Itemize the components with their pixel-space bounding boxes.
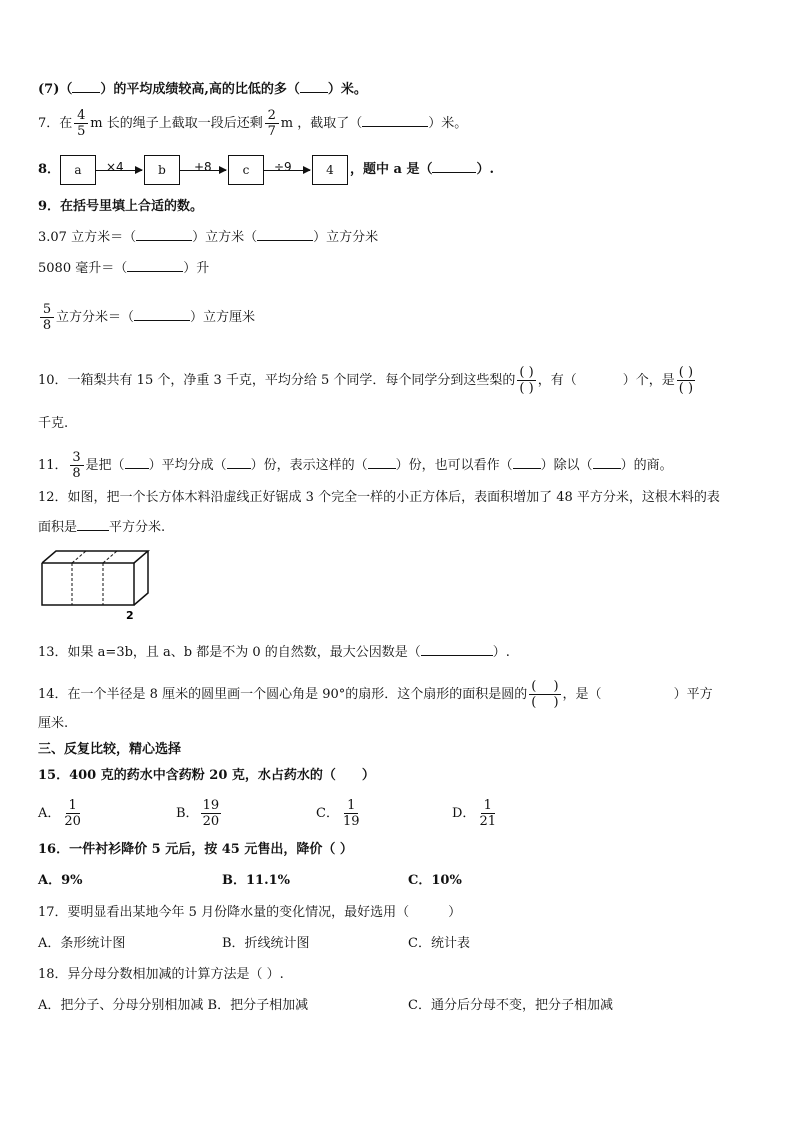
fraction-numerator: 5: [40, 302, 54, 318]
q7-text2: m ，截取了（: [280, 116, 363, 131]
cuboid-right-face: [134, 551, 148, 605]
fraction: [70, 450, 84, 481]
q11-text-c: ）份，表示这样的（: [250, 458, 368, 473]
q14-text: 14．在一个半径是 8 厘米的圆里画一个圆心角是 90°的扇形．这个扇形的面积是圆的: [38, 687, 528, 702]
empty-fraction[interactable]: [529, 679, 560, 710]
dimension-label: 2: [126, 609, 134, 622]
q7-prev-mid: ）的平均成绩较高,高的比低的多（: [100, 82, 300, 97]
cuboid-front-face: [42, 563, 134, 605]
q7-text1: m 长的绳子上截取一段后还剩: [90, 116, 263, 131]
option-label: A．: [38, 806, 61, 821]
q8-num: 8．: [38, 162, 61, 177]
fraction-numerator: 1: [66, 798, 80, 814]
q7-prev-prefix: (7)（: [38, 82, 73, 97]
fraction-numerator: 1: [481, 798, 495, 814]
q9-line2: [38, 259, 209, 279]
q8-tail-text: ，题中 a 是（: [350, 162, 433, 177]
q9-l1-text3: ）立方分米: [313, 230, 379, 245]
answer-blank[interactable]: [127, 259, 183, 272]
q9-l3-text: 立方分米＝（: [56, 310, 135, 325]
fraction: [62, 798, 83, 829]
q11-num: 11．: [38, 458, 68, 473]
q15-option-a[interactable]: [38, 798, 85, 829]
fraction-denominator: 21: [479, 814, 496, 829]
q16-stem: 16．一件衬衫降价 5 元后，按 45 元售出，降价（ ）: [38, 842, 353, 857]
empty-fraction[interactable]: [517, 365, 535, 396]
q10-text3: ）个，是: [622, 373, 675, 388]
q16-option-c[interactable]: C．10%: [408, 873, 462, 888]
fraction-denominator: 20: [64, 814, 81, 829]
q15-option-d[interactable]: [452, 798, 500, 829]
section-heading: 三、反复比较，精心选择: [38, 742, 182, 757]
flow-op-multiply: ×4: [106, 160, 124, 174]
option-label: D．: [452, 806, 476, 821]
q17-option-c[interactable]: C．统计表: [408, 936, 470, 951]
q12-line1: 12．如图，把一个长方体木料沿虚线正好锯成 3 个完全一样的小正方体后，表面积增加了 48 平方分米，这根木料的表: [38, 490, 720, 505]
q7-text3: ）米。: [428, 116, 468, 131]
q18-stem: 18．异分母分数相加减的计算方法是（ ）.: [38, 967, 284, 982]
flow-box-result: 4: [312, 155, 348, 185]
answer-blank[interactable]: [77, 518, 109, 531]
fraction-numerator: 1: [344, 798, 358, 814]
fraction-denominator: 8: [72, 466, 81, 481]
q16-option-b[interactable]: B．11.1%: [222, 873, 291, 888]
q11-text-d: ）份，也可以看作（: [395, 458, 513, 473]
q9-l1-text: 3.07 立方米＝（: [38, 230, 137, 245]
q13-text: 13．如果 a=3b，且 a、b 都是不为 0 的自然数，最大公因数是（: [38, 645, 421, 660]
q14-text2: ，是（: [562, 687, 602, 702]
fraction-numerator: ( ): [531, 679, 559, 694]
answer-blank[interactable]: [300, 80, 328, 93]
q7-num: 7．在: [38, 116, 73, 131]
fraction-numerator: ( ): [678, 365, 694, 380]
answer-blank[interactable]: [421, 643, 493, 656]
q8-tail: [350, 160, 494, 180]
answer-blank[interactable]: [593, 456, 621, 469]
q14-text3: ）平方: [673, 687, 713, 702]
q17-option-a[interactable]: A．条形统计图: [38, 936, 126, 951]
fraction: [74, 108, 88, 139]
fraction-numerator: ( ): [519, 365, 534, 380]
q9-l3-text2: ）立方厘米: [190, 310, 256, 325]
fraction-denominator: ( ): [678, 381, 694, 396]
q9-line1: [38, 228, 378, 248]
answer-blank[interactable]: [227, 456, 251, 469]
fraction-denominator: 19: [342, 814, 360, 829]
cuboid-top-face: [42, 551, 148, 563]
q12-line2: [38, 518, 165, 538]
q11-text-f: ）的商。: [620, 458, 673, 473]
q18-option-c[interactable]: C．通分后分母不变，把分子相加减: [408, 998, 613, 1013]
cut-line: [72, 551, 86, 563]
q7-prev-suffix: ）米。: [327, 82, 367, 97]
fraction-numerator: 19: [202, 798, 220, 813]
q11-text-e: ）除以（: [540, 458, 593, 473]
flow-box-c: c: [228, 155, 264, 185]
q9-l1-text2: ）立方米（: [192, 230, 258, 245]
q15-option-b[interactable]: [176, 798, 223, 829]
fraction: [477, 798, 498, 829]
fraction-numerator: 4: [74, 108, 88, 124]
fraction: [201, 798, 222, 829]
flow-box-b: b: [144, 155, 180, 185]
q16-option-a[interactable]: A．9%: [38, 873, 83, 888]
q14-line2: 厘米.: [38, 716, 69, 731]
fraction: [341, 798, 362, 829]
option-label: B．: [176, 806, 199, 821]
empty-fraction[interactable]: [677, 365, 695, 396]
fraction-denominator: 20: [202, 814, 220, 829]
fraction-numerator: 2: [265, 108, 279, 124]
q18-option-ab[interactable]: A．把分子、分母分别相加减 B．把分子相加减: [38, 998, 309, 1013]
fraction-denominator: 7: [267, 124, 276, 139]
flow-op-divide: ÷9: [274, 160, 292, 174]
flow-op-add: +8: [194, 160, 212, 174]
q10-text: 10．一箱梨共有 15 个，净重 3 千克，平均分给 5 个同学．每个同学分到这些梨的: [38, 373, 516, 388]
q8-tail-end: ）.: [476, 162, 495, 177]
q11-text-a: 是把（: [85, 458, 125, 473]
fraction-denominator: ( ): [519, 381, 534, 396]
q13-line: [38, 643, 510, 663]
answer-blank[interactable]: [368, 456, 396, 469]
fraction: [40, 302, 54, 333]
cut-line: [103, 551, 117, 563]
q7-line: [38, 108, 467, 139]
q9-l2-text: 5080 毫升＝（: [38, 261, 128, 276]
option-label: C．: [316, 806, 339, 821]
q9-line3: [38, 302, 255, 333]
q9-title: 9．在括号里填上合适的数。: [38, 199, 204, 214]
answer-blank[interactable]: [136, 228, 192, 241]
q13-text2: ）.: [492, 645, 510, 660]
answer-blank[interactable]: [125, 456, 149, 469]
q14-line: [38, 679, 713, 710]
q10-line2: 千克.: [38, 416, 69, 431]
q12-text: 面积是: [38, 520, 78, 535]
q10-text2: ，有（: [537, 373, 577, 388]
answer-blank[interactable]: [513, 456, 541, 469]
answer-blank[interactable]: [134, 308, 190, 321]
q15-stem: 15．400 克的药水中含药粉 20 克，水占药水的（ ）: [38, 768, 375, 783]
fraction-denominator: ( ): [531, 695, 559, 710]
answer-blank[interactable]: [72, 80, 100, 93]
answer-blank[interactable]: [257, 228, 313, 241]
q11-line: [38, 450, 673, 481]
q9-l2-text2: ）升: [183, 261, 210, 276]
fraction-numerator: 3: [70, 450, 84, 466]
q11-text-b: ）平均分成（: [148, 458, 227, 473]
q15-option-c[interactable]: [316, 798, 364, 829]
fraction-denominator: 5: [77, 124, 86, 139]
answer-blank[interactable]: [432, 160, 476, 173]
q10-line: [38, 365, 697, 396]
answer-blank[interactable]: [362, 114, 428, 127]
cuboid-figure: [38, 545, 158, 625]
q17-option-b[interactable]: B．折线统计图: [222, 936, 310, 951]
fraction-denominator: 8: [42, 318, 52, 333]
q7-prev-line: [38, 80, 367, 100]
flow-box-a: a: [60, 155, 96, 185]
fraction: [265, 108, 279, 139]
q12-text2: 平方分米.: [109, 520, 166, 535]
q17-stem: 17．要明显看出某地今年 5 月份降水量的变化情况，最好选用（ ）: [38, 905, 462, 920]
